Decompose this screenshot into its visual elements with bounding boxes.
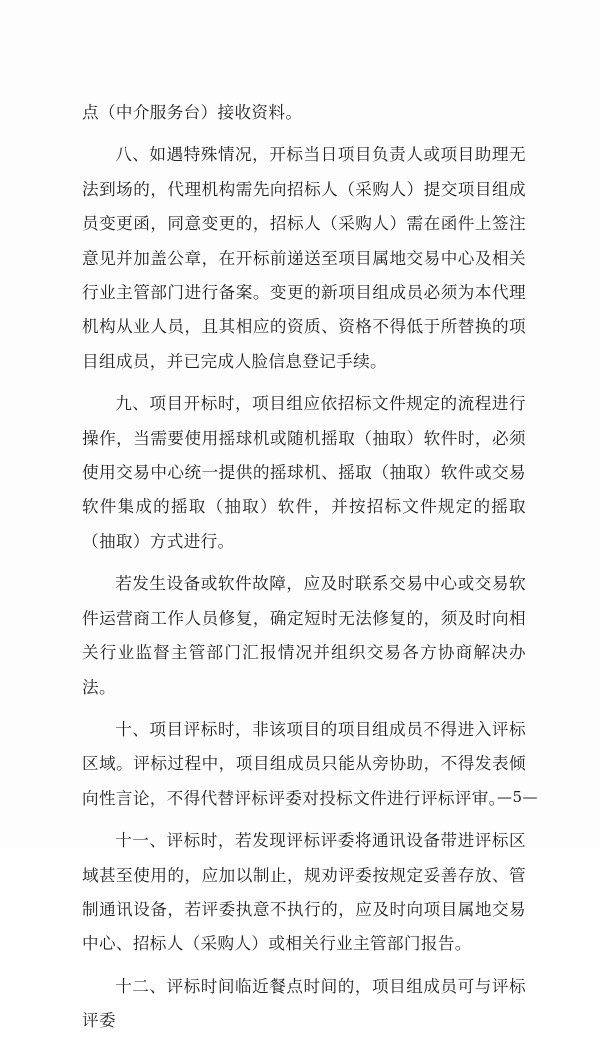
paragraph-item-9: 九、项目开标时，项目组应依招标文件规定的流程进行操作，当需要使用摇球机或随机摇取（抽取）软件时，必须使用交易中心统一提供的摇球机、摇取（抽取）软件或交易软件集成的摇取（抽取）软件，并按招标文件规定的摇取（抽取）方式进行。 (82, 394, 526, 551)
paragraph-item-11: 十一、评标时，若发现评标评委将通讯设备带进评标区域甚至使用的，应加以制止，规劝评委按规定妥善存放、管制通讯设备，若评委执意不执行的，应及时向项目属地交易中心、招标人（采购人）或相关行业主管部门报告。 (82, 831, 526, 954)
paragraph-item-9-note: 若发生设备或软件故障，应及时联系交易中心或交易软件运营商工作人员修复，确定短时无法修复的，须及时向相关行业监督主管部门汇报情况并组织交易各方协商解决办法。 (82, 574, 526, 697)
paragraph-item-10: 十、项目评标时，非该项目的项目组成员不得进入评标区域。评标过程中，项目组成员只能从旁协助，不得发表倾向性言论，不得代替评标评委对投标文件进行评标评审。 (82, 719, 526, 808)
page-number: —5— (496, 788, 538, 806)
paragraph-item-12: 十二、评标时间临近餐点时间的，项目组成员可与评标评委 (82, 976, 526, 1031)
paragraph-item-8: 八、如遇特殊情况，开标当日项目负责人或项目助理无法到场的，代理机构需先向招标人（采购人）提交项目组成员变更函，同意变更的，招标人（采购人）需在函件上签注意见并加盖公章，在开标前递送至项目属地交易中心及相关行业主管部门进行备案。变更的新项目组成员必须为本代理机构从业人员，且其相应的资质、资格不得低于所替换的项目组成员，并已完成人脸信息登记手续。 (82, 145, 526, 371)
document-body (82, 96, 526, 1039)
paragraph-continuation: 点（中介服务台）接收资料。 (82, 103, 303, 122)
